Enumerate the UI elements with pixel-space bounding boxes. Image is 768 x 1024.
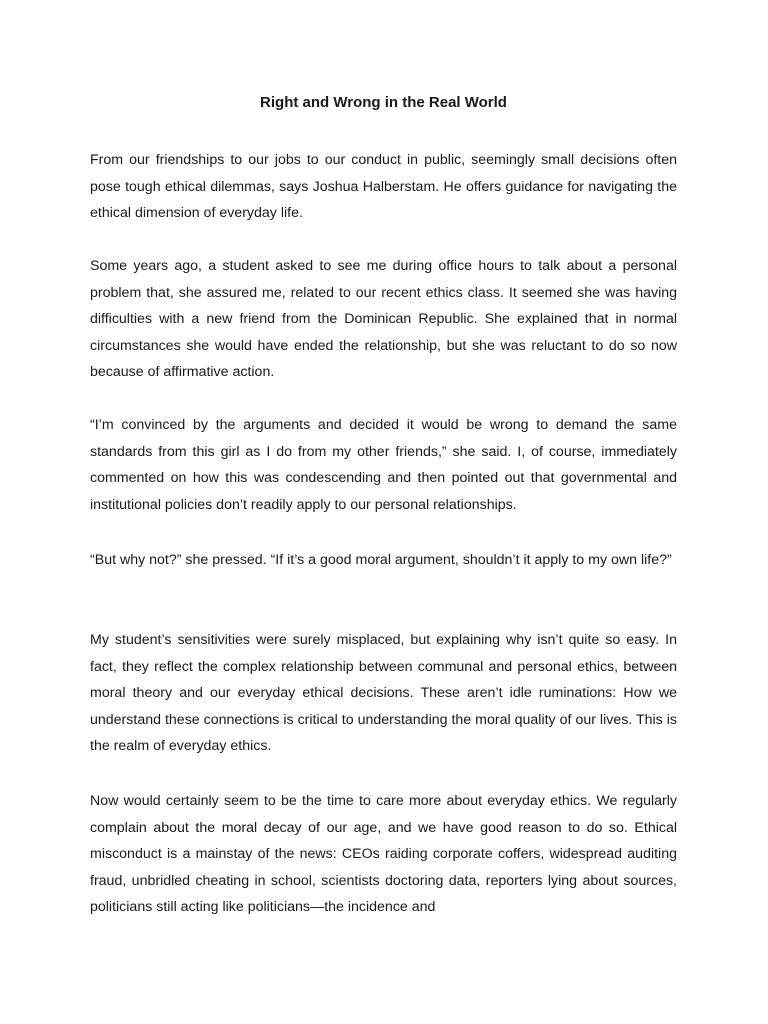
paragraph-but-why-not: “But why not?” she pressed. “If it’s a good moral argument, shouldn’t it apply to my own life?” [90,552,672,568]
paragraph-student-visit: Some years ago, a student asked to see me during office hours to talk about a personal problem that, she assured me, related to our recent ethics class. It seemed she was having difficulties with a new friend from the Dominican Republic. She explained that in normal circumstances she would have ended the relationship, but she was reluctant to do so now because of affirmative action. [90,258,677,381]
paragraph-everyday-ethics: Now would certainly seem to be the time to care more about everyday ethics. We regularly complain about the moral decay of our age, and we have good reason to do so. Ethical misconduct is a mainstay of the news: CEOs raiding corporate coffers, widespread auditing fraud, unbridled cheating in school, scientists doctoring data, reporters lying about sources, politicians still acting like politicians—the incidence and [90,793,677,916]
paragraph-intro: From our friendships to our jobs to our conduct in public, seemingly small decisions often pose tough ethical dilemmas, says Joshua Halberstam. He offers guidance for navigating the ethical dimension of everyday life. [90,152,677,222]
paragraph-student-quote: “I’m convinced by the arguments and decided it would be wrong to demand the same standards from this girl as I do from my other friends,” she said. I, of course, immediately commented on how this was condescending and then pointed out that governmental and institutional policies don’t readily apply to our personal relationships. [90,417,677,513]
paragraph-sensitivities: My student’s sensitivities were surely misplaced, but explaining why isn’t quite so easy. In fact, they reflect the complex relationship between communal and personal ethics, between moral theory and our everyday ethical decisions. These aren’t idle ruminations: How we understand these connections is critical to understanding the moral quality of our lives. This is the realm of everyday ethics. [90,632,677,755]
document-title: Right and Wrong in the Real World [260,94,507,111]
